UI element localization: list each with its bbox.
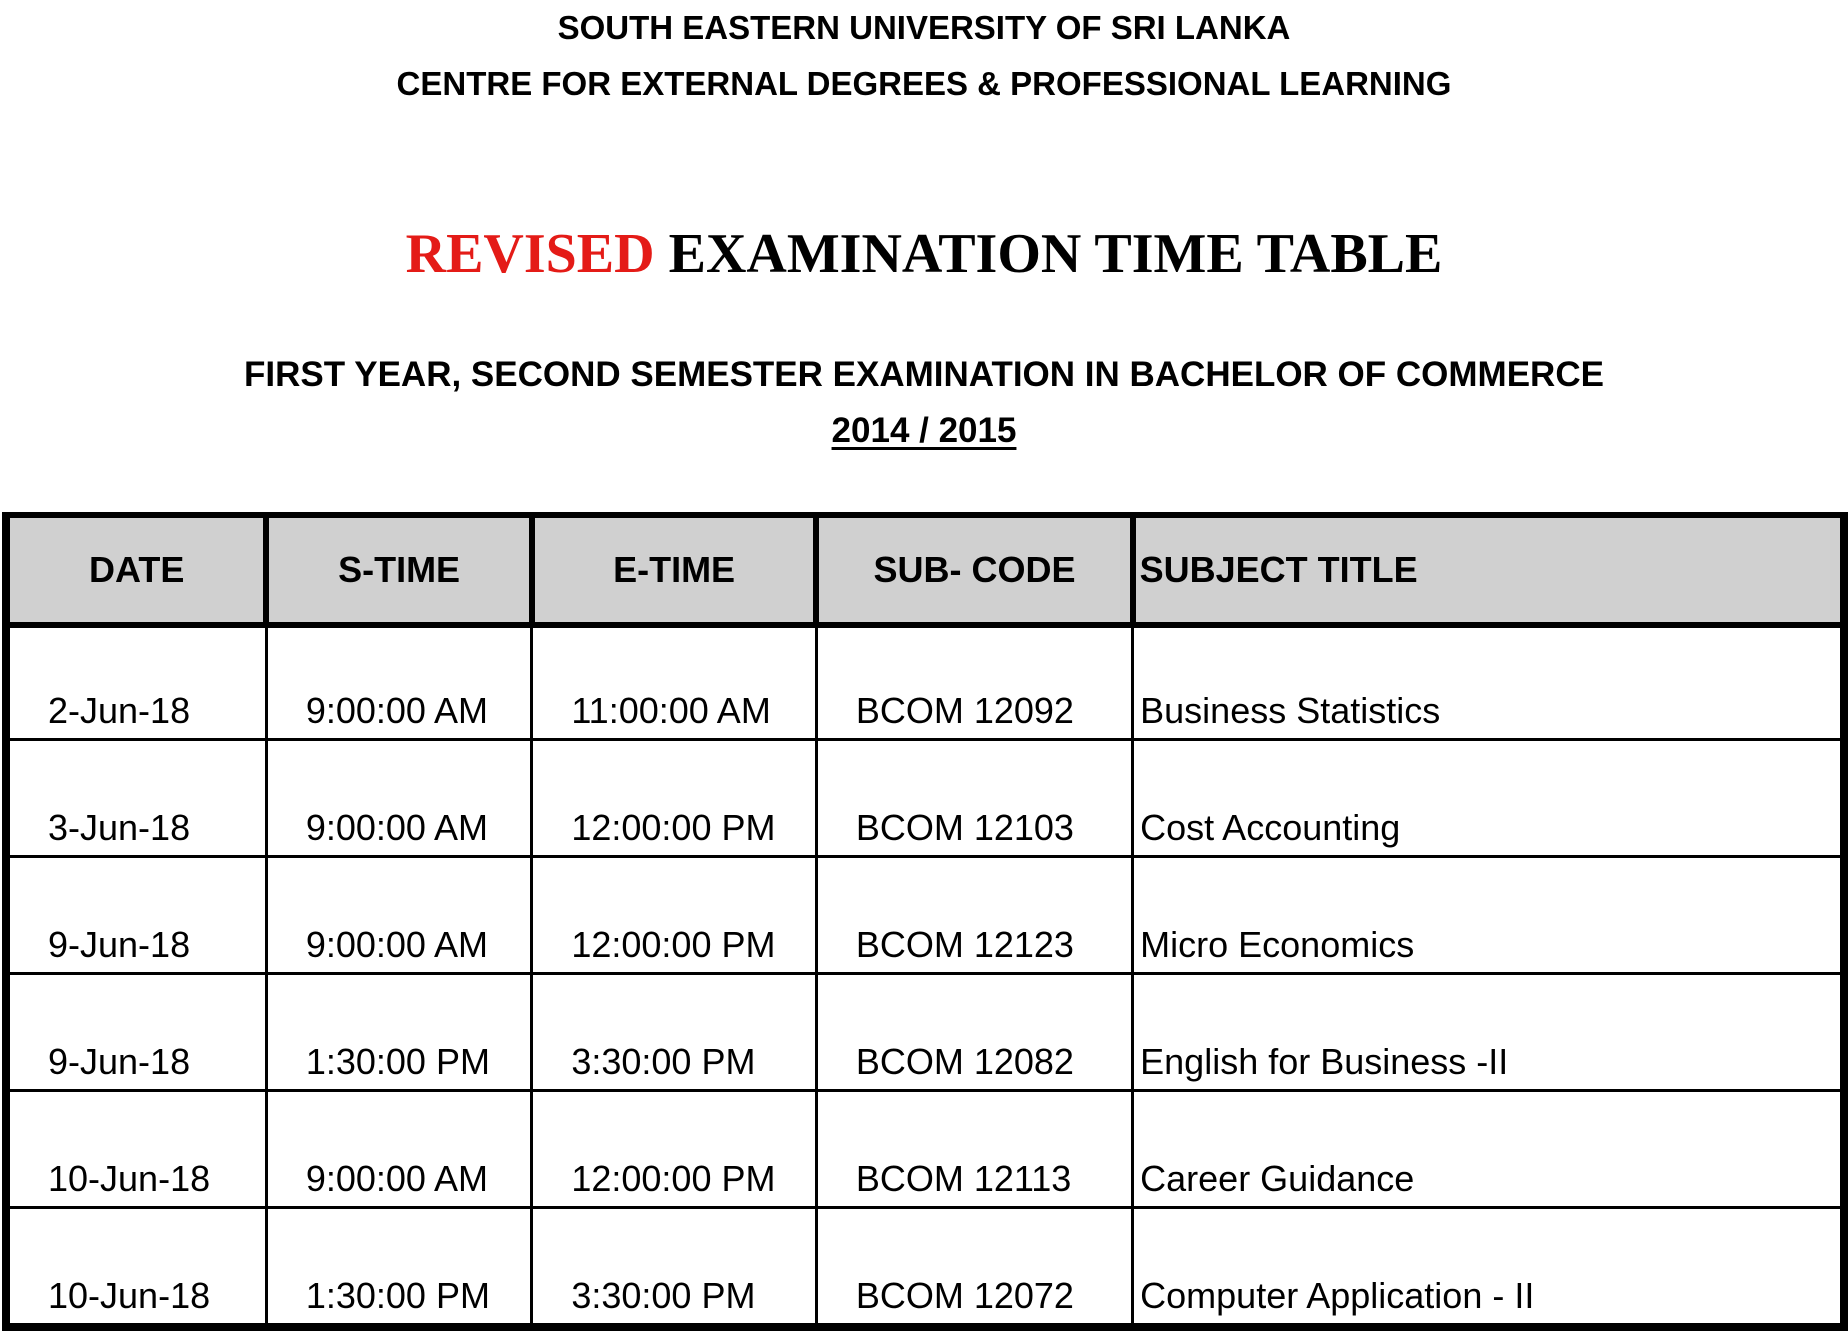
- cell-end-time: 3:30:00 PM: [532, 974, 817, 1091]
- academic-year: [0, 408, 1848, 454]
- cell-date: 2-Jun-18: [6, 625, 266, 740]
- cell-date: 9-Jun-18: [6, 974, 266, 1091]
- cell-start-time: 9:00:00 AM: [266, 1091, 532, 1208]
- cell-date: 10-Jun-18: [6, 1208, 266, 1328]
- cell-date: 9-Jun-18: [6, 857, 266, 974]
- cell-start-time: 9:00:00 AM: [266, 625, 532, 740]
- cell-subject-code: BCOM 12103: [816, 740, 1132, 857]
- cell-subject-title: English for Business -II: [1133, 974, 1844, 1091]
- timetable: [2, 512, 1848, 1331]
- cell-date: 3-Jun-18: [6, 740, 266, 857]
- cell-end-time: 12:00:00 PM: [532, 740, 817, 857]
- cell-subject-title: Career Guidance: [1133, 1091, 1844, 1208]
- cell-end-time: 12:00:00 PM: [532, 1091, 817, 1208]
- column-header-start-time: S-TIME: [266, 515, 532, 625]
- cell-start-time: 9:00:00 AM: [266, 740, 532, 857]
- cell-subject-title: Micro Economics: [1133, 857, 1844, 974]
- table-header-row: [6, 515, 1844, 625]
- cell-subject-title: Computer Application - II: [1133, 1208, 1844, 1328]
- column-header-subject-title: SUBJECT TITLE: [1133, 515, 1844, 625]
- column-header-date: DATE: [6, 515, 266, 625]
- title-text: EXAMINATION TIME TABLE: [654, 223, 1443, 285]
- cell-subject-title: Cost Accounting: [1133, 740, 1844, 857]
- cell-end-time: 3:30:00 PM: [532, 1208, 817, 1328]
- revised-label: REVISED: [405, 223, 655, 285]
- column-header-subject-code: SUB- CODE: [816, 515, 1132, 625]
- cell-start-time: 1:30:00 PM: [266, 974, 532, 1091]
- university-name: SOUTH EASTERN UNIVERSITY OF SRI LANKA: [557, 9, 1291, 46]
- centre-name: CENTRE FOR EXTERNAL DEGREES & PROFESSIONAL LEARNING: [396, 65, 1452, 102]
- document-title: [0, 220, 1848, 288]
- table-row: [6, 740, 1844, 857]
- cell-subject-code: BCOM 12113: [816, 1091, 1132, 1208]
- cell-end-time: 12:00:00 PM: [532, 857, 817, 974]
- column-header-end-time: E-TIME: [532, 515, 817, 625]
- table-row: [6, 1091, 1844, 1208]
- table-row: [6, 974, 1844, 1091]
- table-row: [6, 857, 1844, 974]
- cell-subject-code: BCOM 12082: [816, 974, 1132, 1091]
- cell-subject-code: BCOM 12072: [816, 1208, 1132, 1328]
- table-row: [6, 1208, 1844, 1328]
- cell-subject-title: Business Statistics: [1133, 625, 1844, 740]
- cell-subject-code: BCOM 12092: [816, 625, 1132, 740]
- academic-year-text: 2014 / 2015: [831, 411, 1017, 450]
- cell-date: 10-Jun-18: [6, 1091, 266, 1208]
- cell-subject-code: BCOM 12123: [816, 857, 1132, 974]
- table-row: [6, 625, 1844, 740]
- cell-start-time: 9:00:00 AM: [266, 857, 532, 974]
- cell-end-time: 11:00:00 AM: [532, 625, 817, 740]
- cell-start-time: 1:30:00 PM: [266, 1208, 532, 1328]
- exam-subtitle: FIRST YEAR, SECOND SEMESTER EXAMINATION IN BACHELOR OF COMMERCE: [244, 355, 1604, 394]
